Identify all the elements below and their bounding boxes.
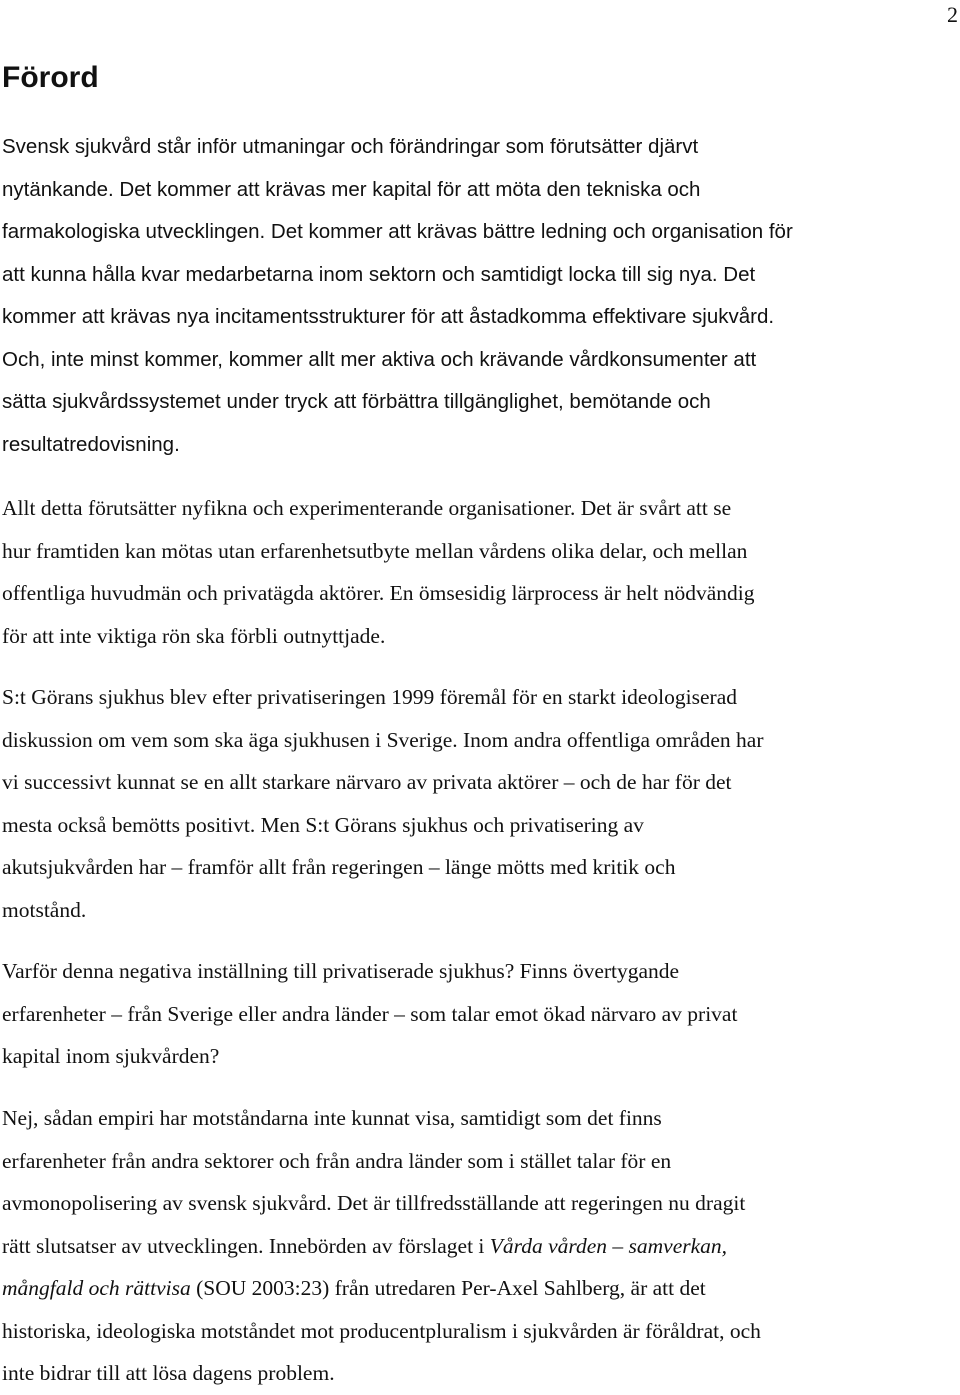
text-line: hur framtiden kan mötas utan erfarenhetsutbyte mellan vårdens olika delar, och mellan	[2, 538, 748, 563]
paragraph-5	[2, 1097, 952, 1395]
text-line: akutsjukvården har – framför allt från regeringen – länge mötts med kritik och	[2, 855, 676, 879]
text-line: nytänkande. Det kommer att krävas mer kapital för att möta den tekniska och	[2, 177, 701, 201]
text-line: Och, inte minst kommer, kommer allt mer aktiva och krävande vårdkonsumenter att	[2, 347, 757, 371]
text-line: avmonopolisering av svensk sjukvård. Det är tillfredsställande att regeringen nu dragit	[2, 1191, 746, 1215]
text-line	[2, 1267, 952, 1310]
text-line: Allt detta förutsätter nyfikna och experimenterande organisationer. Det är svårt att se	[2, 496, 732, 520]
report-title-italic: Vårda vården – samverkan,	[489, 1233, 728, 1258]
text-line: diskussion om vem som ska äga sjukhusen i Sverige. Inom andra offentliga områden har	[2, 727, 764, 752]
paragraph-1	[2, 126, 952, 466]
text-line: offentliga huvudmän och privatägda aktörer. En ömsesidig lärprocess är helt nödvändig	[2, 581, 755, 605]
text-line: Varför denna negativa inställning till privatiserade sjukhus? Finns övertygande	[2, 959, 680, 983]
text-line: Nej, sådan empiri har motståndarna inte kunnat visa, samtidigt som det finns	[2, 1106, 662, 1130]
paragraph-2	[2, 487, 952, 657]
paragraph-3	[2, 676, 952, 931]
paragraph-4	[2, 950, 952, 1078]
text-line: för att inte viktiga rön ska förbli outnyttjade.	[2, 623, 386, 648]
text-line: erfarenheter – från Sverige eller andra länder – som talar emot ökad närvaro av privat	[2, 1001, 738, 1026]
page-title: Förord	[2, 61, 99, 94]
text-line: kapital inom sjukvården?	[2, 1044, 220, 1068]
report-title-italic: mångfald och rättvisa	[2, 1276, 191, 1300]
text-run: (SOU 2003:23) från utredaren Per-Axel Sahlberg, är att det	[190, 1276, 706, 1300]
page-number: 2	[947, 2, 958, 27]
text-line	[2, 1225, 952, 1268]
text-line: sätta sjukvårdssystemet under tryck att förbättra tillgänglighet, bemötande och	[2, 390, 711, 413]
text-line: Svensk sjukvård står inför utmaningar och förändringar som förutsätter djärvt	[2, 135, 699, 158]
text-line: att kunna hålla kvar medarbetarna inom sektorn och samtidigt locka till sig nya. Det	[2, 262, 756, 286]
text-line: S:t Görans sjukhus blev efter privatiseringen 1999 föremål för en starkt ideologiserad	[2, 685, 737, 709]
text-run: rätt slutsatser av utvecklingen. Innebörden av förslaget i	[2, 1233, 490, 1258]
text-line: resultatredovisning.	[2, 432, 180, 456]
text-line: vi successivt kunnat se en allt starkare närvaro av privata aktörer – och de har för det	[2, 770, 732, 794]
text-line: inte bidrar till att lösa dagens problem.	[2, 1361, 335, 1385]
text-line: farmakologiska utvecklingen. Det kommer att krävas bättre ledning och organisation för	[2, 220, 793, 243]
text-line: historiska, ideologiska motståndet mot producentpluralism i sjukvården är föråldrat, och	[2, 1318, 761, 1343]
text-line: motstånd.	[2, 897, 87, 922]
text-line: erfarenheter från andra sektorer och från andra länder som i stället talar för en	[2, 1148, 672, 1173]
text-line: mesta också bemötts positivt. Men S:t Görans sjukhus och privatisering av	[2, 812, 644, 837]
text-line: kommer att krävas nya incitamentsstrukturer för att åstadkomma effektivare sjukvård.	[2, 305, 775, 328]
